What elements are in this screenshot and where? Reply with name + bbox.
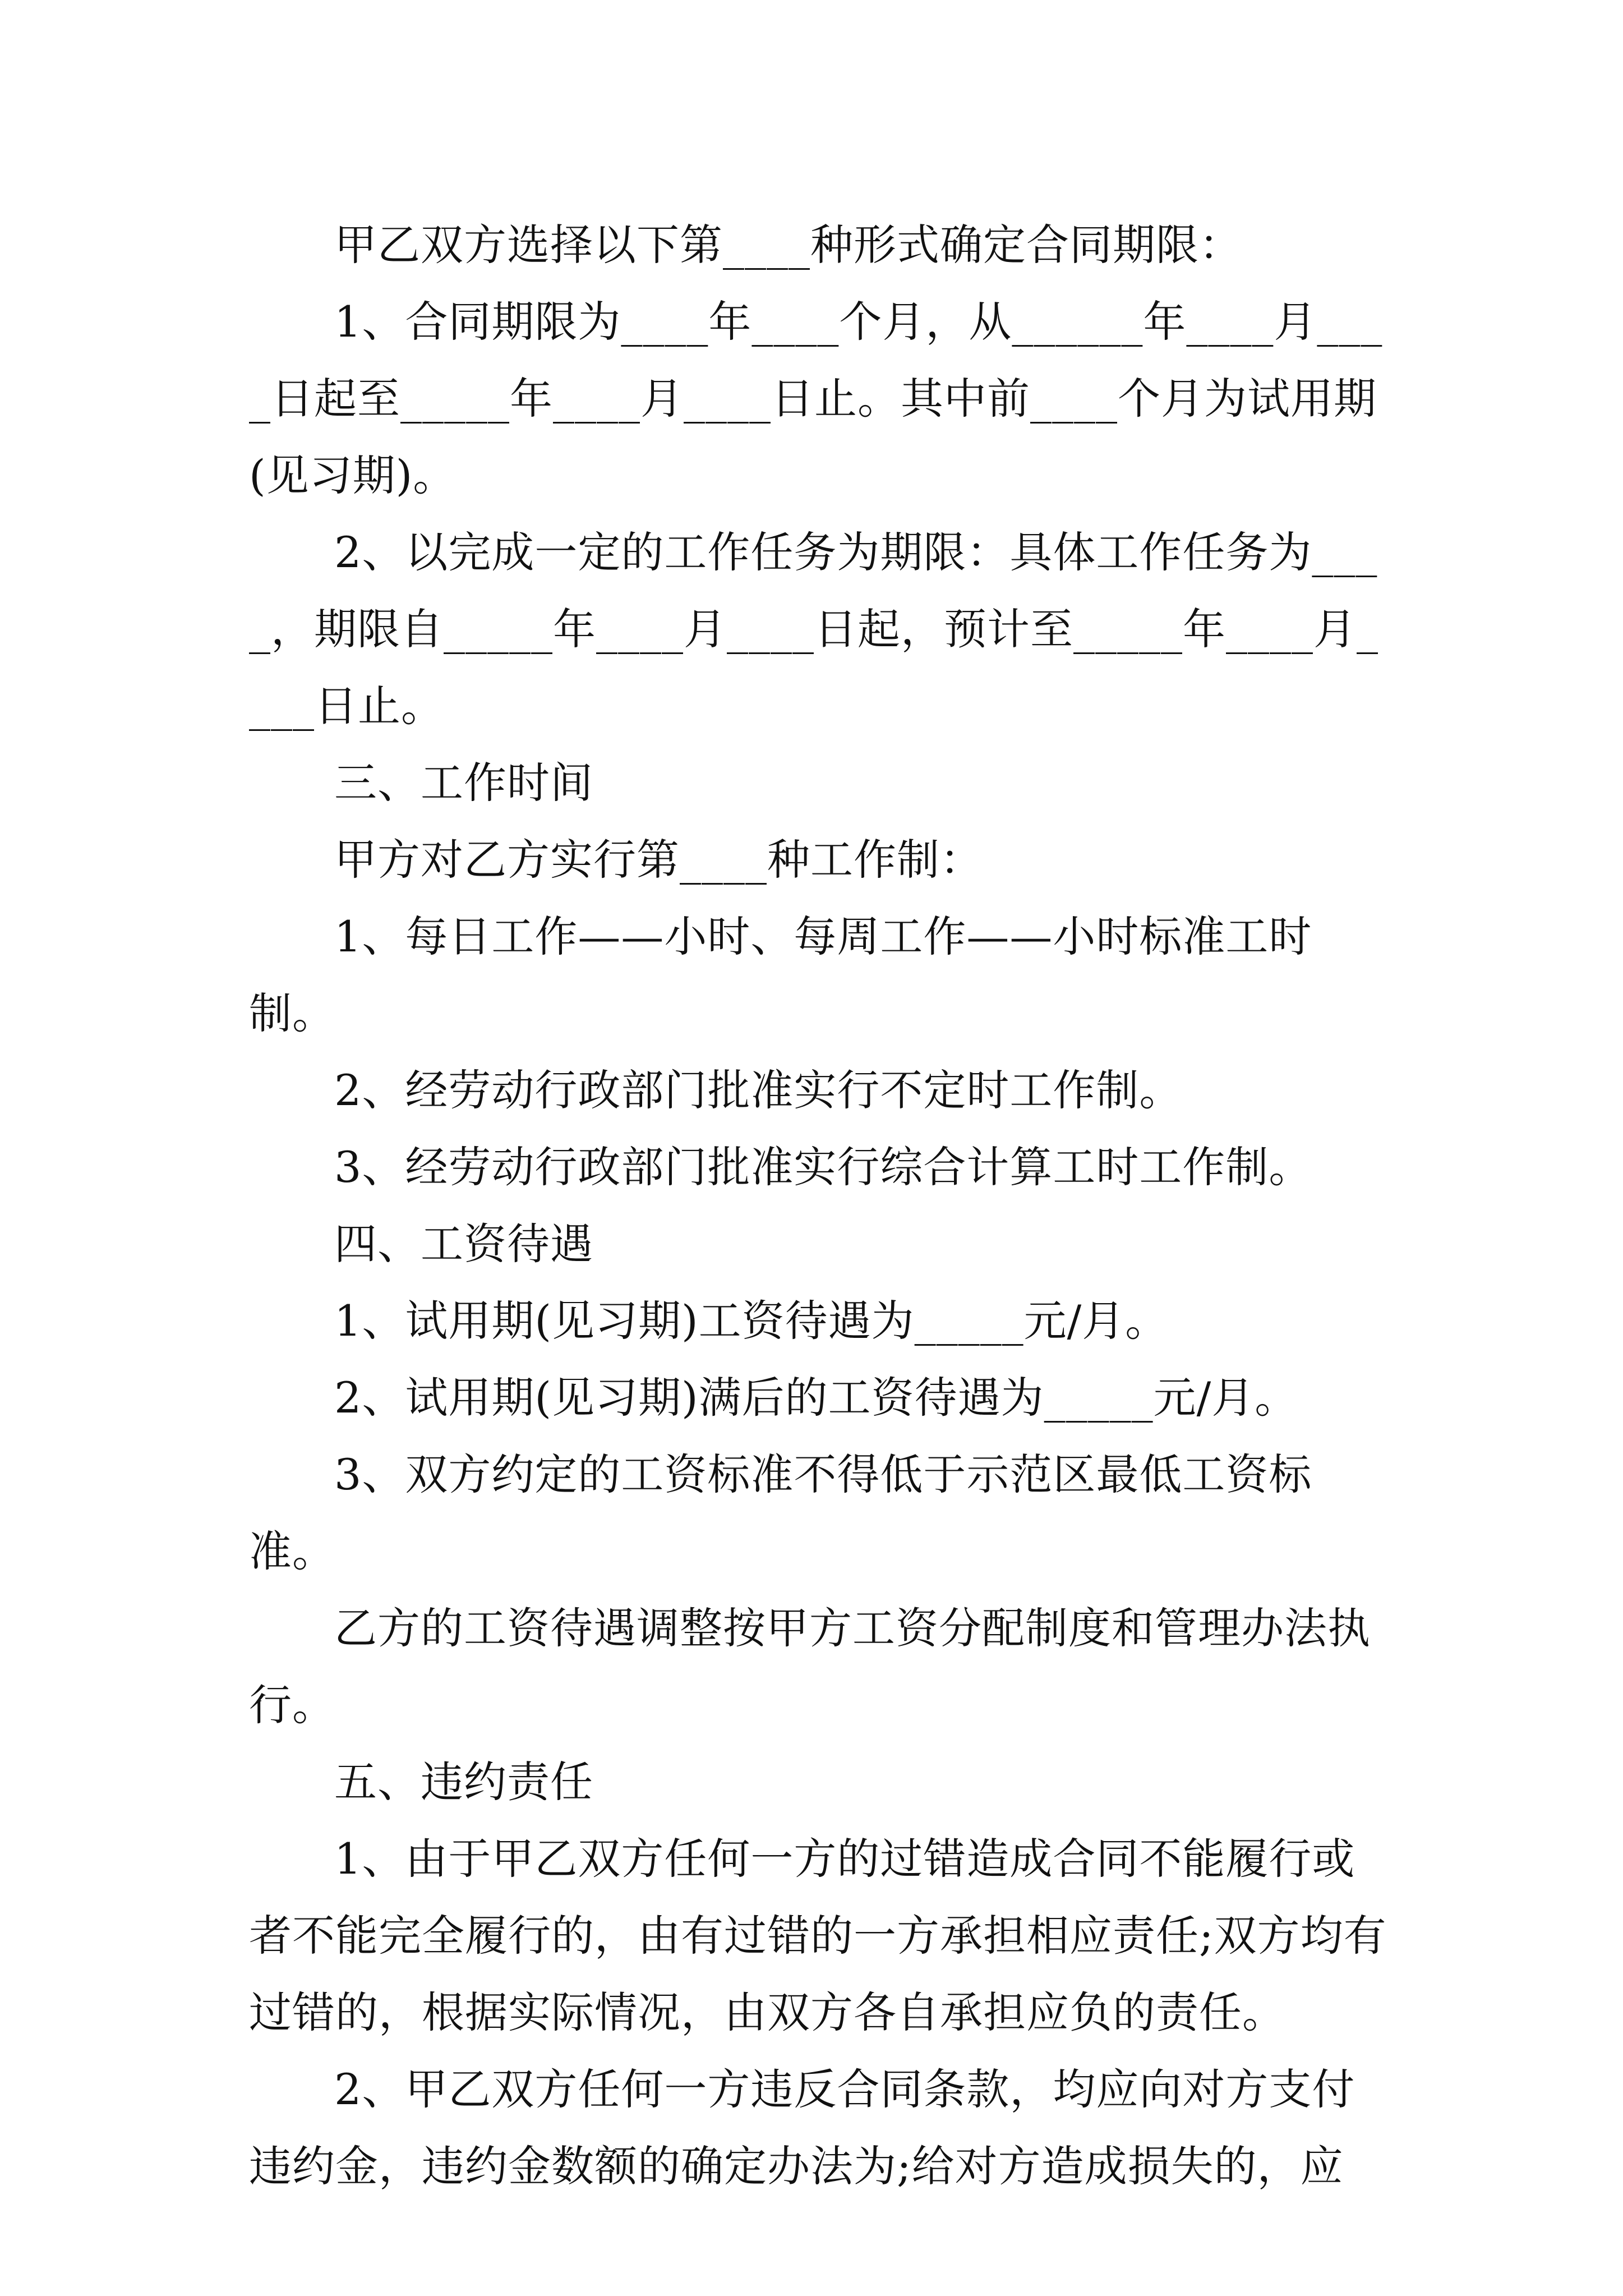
paragraph-flexible-hours: 2、经劳动行政部门批准实行不定时工作制。 [334, 1065, 1183, 1115]
paragraph-fault-liability: 1、由于甲乙双方任何一方的过错造成合同不能履行或者不能完全履行的，由有过错的一方承担相应责任;双方均有过错的，根据实际情况，由双方各自承担应负的责任。 [249, 1834, 1387, 2037]
section-heading-wages: 四、工资待遇 [334, 1219, 593, 1269]
paragraph-standard-hours: 1、每日工作——小时、每周工作——小时标准工时制。 [249, 912, 1312, 1038]
paragraph-work-system: 甲方对乙方实行第____种工作制： [334, 835, 983, 885]
paragraph-task-term: 2、以完成一定的工作任务为期限：具体工作任务为____，期限自_____年____月____日起，预计至_____年____月____日止。 [249, 527, 1378, 731]
paragraph-comprehensive-hours: 3、经劳动行政部门批准实行综合计算工时工作制。 [334, 1142, 1312, 1192]
paragraph-minimum-wage: 3、双方约定的工资标准不得低于示范区最低工资标准。 [249, 1450, 1312, 1576]
paragraph-probation-wage: 1、试用期(见习期)工资待遇为_____元/月。 [334, 1296, 1169, 1346]
document-body [249, 206, 1393, 2205]
paragraph-fixed-term: 1、合同期限为____年____个月，从______年____月____日起至_____年____月____日止。其中前____个月为试用期(见习期)。 [249, 297, 1383, 500]
paragraph-wage-adjustment: 乙方的工资待遇调整按甲方工资分配制度和管理办法执行。 [249, 1603, 1371, 1730]
paragraph-penalty: 2、甲乙双方任何一方违反合同条款，均应向对方支付违约金，违约金数额的确定办法为;给对方造成损失的，应 [249, 2064, 1355, 2191]
section-heading-liability: 五、违约责任 [334, 1757, 593, 1807]
section-heading-working-hours: 三、工作时间 [334, 758, 593, 808]
paragraph-post-probation-wage: 2、试用期(见习期)满后的工资待遇为_____元/月。 [334, 1373, 1298, 1423]
paragraph-contract-term-choice: 甲乙双方选择以下第____种形式确定合同期限： [334, 220, 1242, 270]
